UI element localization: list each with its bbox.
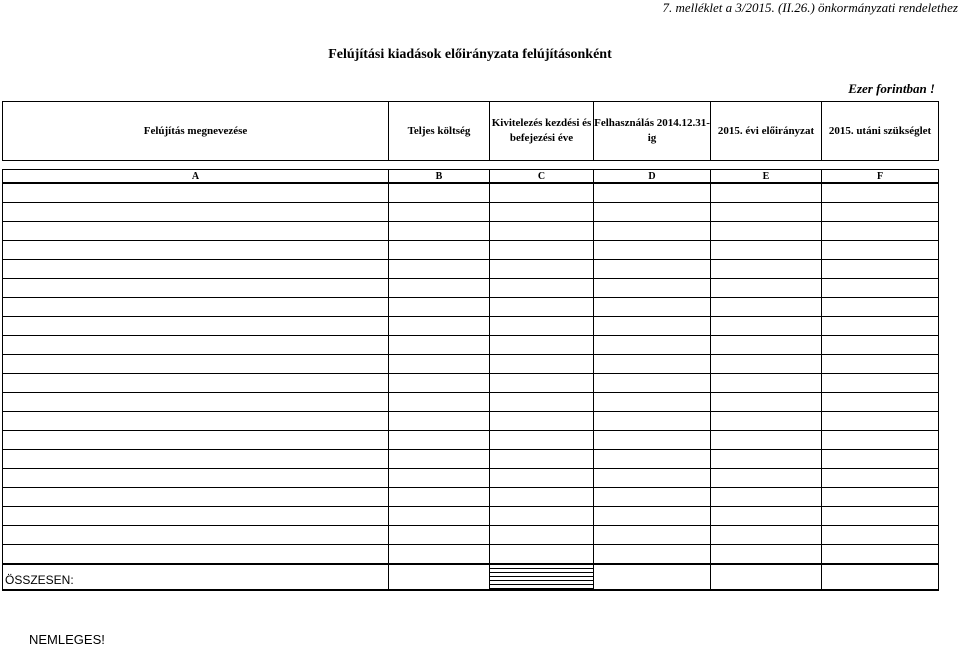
table-cell — [389, 431, 490, 450]
table-row — [3, 431, 939, 450]
table-cell — [490, 412, 594, 431]
table-cell — [389, 298, 490, 317]
table-cell — [594, 183, 711, 203]
table-cell — [822, 260, 939, 279]
table-cell — [389, 393, 490, 412]
table-cell — [389, 222, 490, 241]
header-row — [3, 102, 939, 161]
table-cell — [3, 203, 389, 222]
table-cell — [594, 336, 711, 355]
column-letter: C — [490, 170, 594, 184]
table-cell — [490, 183, 594, 203]
total-label: ÖSSZESEN: — [3, 564, 389, 590]
table-cell — [594, 222, 711, 241]
table-row — [3, 298, 939, 317]
table-cell — [711, 393, 822, 412]
table-row — [3, 393, 939, 412]
table-cell — [822, 412, 939, 431]
table-cell — [594, 469, 711, 488]
nil-note: NEMLEGES! — [29, 632, 105, 647]
table-cell — [711, 183, 822, 203]
table-cell — [490, 241, 594, 260]
table-cell — [822, 526, 939, 545]
table-cell — [822, 241, 939, 260]
table-cell — [594, 412, 711, 431]
table-row — [3, 183, 939, 203]
table-cell — [490, 526, 594, 545]
table-cell — [490, 279, 594, 298]
table-row — [3, 507, 939, 526]
table-cell — [711, 279, 822, 298]
table-cell — [3, 545, 389, 565]
table-cell — [389, 488, 490, 507]
table-cell — [594, 507, 711, 526]
table-cell — [3, 260, 389, 279]
table-cell — [490, 374, 594, 393]
table-cell — [711, 545, 822, 565]
column-header: Teljes költség — [389, 102, 490, 161]
table-row — [3, 317, 939, 336]
table-cell — [711, 488, 822, 507]
table-cell — [3, 412, 389, 431]
table-cell — [822, 469, 939, 488]
table-cell — [3, 355, 389, 374]
table-cell — [822, 279, 939, 298]
table-cell — [3, 241, 389, 260]
table-cell — [490, 450, 594, 469]
table-cell — [822, 336, 939, 355]
table-cell — [594, 374, 711, 393]
table-row — [3, 374, 939, 393]
total-cell — [711, 564, 822, 590]
table-row — [3, 545, 939, 565]
table-cell — [822, 203, 939, 222]
table-cell — [389, 183, 490, 203]
column-letter: B — [389, 170, 490, 184]
table-cell — [3, 317, 389, 336]
table-cell — [822, 222, 939, 241]
table-cell — [389, 450, 490, 469]
table-cell — [3, 469, 389, 488]
table-cell — [3, 279, 389, 298]
table-cell — [594, 260, 711, 279]
page-title: Felújítási kiadások előirányzata felújításonként — [328, 47, 612, 62]
table-cell — [389, 203, 490, 222]
total-row — [3, 564, 939, 590]
table-cell — [3, 374, 389, 393]
table-cell — [711, 450, 822, 469]
table-cell — [822, 183, 939, 203]
table-cell — [594, 526, 711, 545]
regulation-reference: 7. melléklet a 3/2015. (II.26.) önkormányzati rendelethez — [662, 0, 958, 15]
table-cell — [3, 183, 389, 203]
table-cell — [594, 279, 711, 298]
table-cell — [389, 374, 490, 393]
table-row — [3, 203, 939, 222]
unit-note: Ezer forintban ! — [848, 81, 935, 96]
table-row — [3, 336, 939, 355]
table-cell — [711, 222, 822, 241]
table-row — [3, 450, 939, 469]
total-cell-hatched — [490, 564, 594, 590]
table-cell — [3, 450, 389, 469]
column-header: Felújítás megnevezése — [3, 102, 389, 161]
table-row — [3, 241, 939, 260]
table-cell — [389, 279, 490, 298]
table-cell — [490, 355, 594, 374]
table-cell — [594, 393, 711, 412]
table-cell — [822, 450, 939, 469]
column-header: 2015. utáni szükséglet — [822, 102, 939, 161]
column-header: Kivitelezés kezdési és befejezési éve — [490, 102, 594, 161]
table-cell — [822, 355, 939, 374]
table-row — [3, 526, 939, 545]
table-cell — [389, 469, 490, 488]
table-cell — [594, 488, 711, 507]
table-cell — [711, 241, 822, 260]
table-cell — [389, 545, 490, 565]
table-cell — [822, 488, 939, 507]
table-row — [3, 222, 939, 241]
table-cell — [389, 317, 490, 336]
table-cell — [389, 526, 490, 545]
table-cell — [389, 241, 490, 260]
table-cell — [711, 507, 822, 526]
column-header: 2015. évi előirányzat — [711, 102, 822, 161]
table-row — [3, 260, 939, 279]
table-cell — [594, 431, 711, 450]
table-cell — [711, 374, 822, 393]
table-cell — [490, 260, 594, 279]
table-cell — [3, 222, 389, 241]
column-letter: A — [3, 170, 389, 184]
table-cell — [389, 412, 490, 431]
table-cell — [490, 469, 594, 488]
table-cell — [490, 298, 594, 317]
table-cell — [594, 545, 711, 565]
table-cell — [711, 412, 822, 431]
table-cell — [711, 469, 822, 488]
table-cell — [3, 298, 389, 317]
table-cell — [822, 317, 939, 336]
total-cell — [594, 564, 711, 590]
table-cell — [594, 355, 711, 374]
table-cell — [490, 336, 594, 355]
table-cell — [822, 393, 939, 412]
table-row — [3, 469, 939, 488]
table-cell — [594, 317, 711, 336]
table-row — [3, 412, 939, 431]
table-cell — [822, 545, 939, 565]
table-cell — [490, 317, 594, 336]
table-cell — [490, 431, 594, 450]
table-cell — [3, 507, 389, 526]
table-cell — [3, 336, 389, 355]
table-cell — [711, 431, 822, 450]
table-cell — [711, 336, 822, 355]
table-cell — [594, 203, 711, 222]
table-cell — [389, 336, 490, 355]
table-cell — [594, 450, 711, 469]
table-cell — [3, 431, 389, 450]
table-row — [3, 279, 939, 298]
table-row — [3, 355, 939, 374]
column-letter-row — [3, 170, 939, 184]
table-cell — [822, 374, 939, 393]
table-cell — [594, 298, 711, 317]
table-row — [3, 488, 939, 507]
table-cell — [389, 507, 490, 526]
column-letter: F — [822, 170, 939, 184]
table-cell — [3, 526, 389, 545]
table-cell — [490, 222, 594, 241]
spacer-row — [3, 161, 939, 170]
table-cell — [711, 203, 822, 222]
table-cell — [711, 317, 822, 336]
total-cell — [822, 564, 939, 590]
spacer-cell — [3, 161, 939, 170]
table-cell — [3, 488, 389, 507]
table-cell — [490, 545, 594, 565]
table-cell — [822, 507, 939, 526]
table-cell — [389, 260, 490, 279]
column-header: Felhasználás 2014.12.31-ig — [594, 102, 711, 161]
table-cell — [3, 393, 389, 412]
table-cell — [711, 298, 822, 317]
table-cell — [389, 355, 490, 374]
table-cell — [711, 526, 822, 545]
table-cell — [490, 488, 594, 507]
column-letter: E — [711, 170, 822, 184]
table-cell — [490, 203, 594, 222]
table-cell — [822, 298, 939, 317]
renovation-table — [2, 101, 939, 591]
table-cell — [711, 260, 822, 279]
column-letter: D — [594, 170, 711, 184]
table-cell — [822, 431, 939, 450]
table-cell — [490, 393, 594, 412]
table-cell — [594, 241, 711, 260]
table-cell — [490, 507, 594, 526]
table-cell — [711, 355, 822, 374]
total-cell — [389, 564, 490, 590]
